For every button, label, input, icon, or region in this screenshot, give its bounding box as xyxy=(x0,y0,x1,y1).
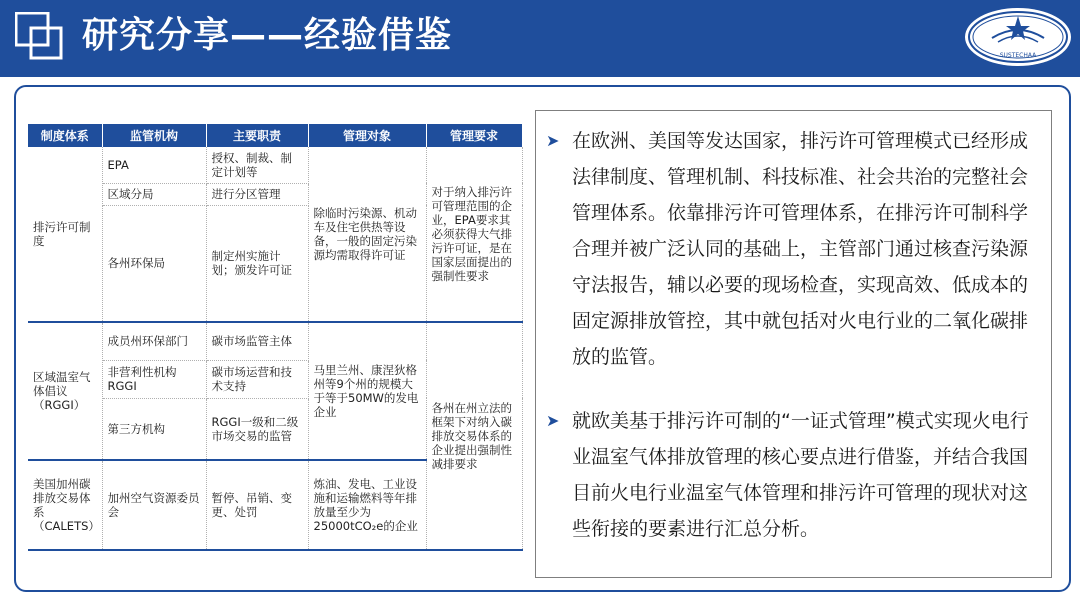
arrow-bullet-icon: ➤ xyxy=(546,411,560,430)
agency-cell: 加州空气资源委员会 xyxy=(102,460,206,550)
duty-cell: 碳市场监管主体 xyxy=(206,322,308,360)
bullet-text: 在欧洲、美国等发达国家，排污许可管理模式已经形成法律制度、管理机制、科技标准、社会共治的完整社会管理体系。依靠排污许可管理体系，在排污许可制科学合理并被广泛认同的基础上，主管部门通过核查污染源守法报告，辅以必要的现场检查，实现高效、低成本的固定源排放管控，其中就包括对火电行业的二氧化碳排放的监管。 xyxy=(572,130,1029,368)
system-cell: 美国加州碳排放交易体系（CALETS） xyxy=(28,460,102,550)
agency-cell: 区域分局 xyxy=(102,183,206,205)
object-cell: 炼油、发电、工业设施和运输燃料等年排放量至少为25000tCO₂e的企业 xyxy=(308,460,426,550)
column-header: 制度体系 xyxy=(28,124,102,147)
system-cell: 区域温室气体倡议（RGGI） xyxy=(28,322,102,460)
agency-cell: 成员州环保部门 xyxy=(102,322,206,360)
page-title: 研究分享——经验借鉴 xyxy=(82,15,453,56)
column-header: 管理要求 xyxy=(426,124,522,147)
agency-cell: 第三方机构 xyxy=(102,398,206,460)
squares-logo-icon xyxy=(15,12,63,60)
university-emblem-icon xyxy=(962,4,1074,70)
title-bar xyxy=(0,0,1080,77)
duty-cell: 碳市场运营和技术支持 xyxy=(206,360,308,398)
system-cell: 排污许可制度 xyxy=(28,147,102,322)
table-row xyxy=(28,322,522,360)
object-cell: 除临时污染源、机动车及住宅供热等设备，一般的固定污染源均需取得许可证 xyxy=(308,147,426,322)
arrow-bullet-icon: ➤ xyxy=(546,131,560,150)
bullet-paragraph xyxy=(546,403,1039,547)
duty-cell: 制定州实施计划；颁发许可证 xyxy=(206,205,308,322)
table-header-row xyxy=(28,124,522,147)
bullet-text: 就欧美基于排污许可制的“一证式管理”模式实现火电行业温室气体排放管理的核心要点进行借鉴，并结合我国目前火电行业温室气体管理和排污许可管理的现状对这些衔接的要素进行汇总分析。 xyxy=(572,410,1029,540)
svg-text:SUSTECHAA: SUSTECHAA xyxy=(999,52,1037,59)
object-cell: 马里兰州、康涅狄格州等9个州的规模大于等于50MW的发电企业 xyxy=(308,322,426,460)
duty-cell: RGGI一级和二级市场交易的监管 xyxy=(206,398,308,460)
column-header: 主要职责 xyxy=(206,124,308,147)
bullet-paragraph xyxy=(546,123,1039,375)
table-row xyxy=(28,147,522,183)
requirement-cell: 各州在州立法的框架下对纳入碳排放交易体系的企业提出强制性减排要求 xyxy=(426,322,522,550)
agency-cell: EPA xyxy=(102,147,206,183)
requirement-cell: 对于纳入排污许可管理范围的企业，EPA要求其必须获得大气排污许可证，是在国家层面提出的强制性要求 xyxy=(426,147,522,322)
duty-cell: 授权、制裁、制定计划等 xyxy=(206,147,308,183)
agency-cell: 各州环保局 xyxy=(102,205,206,322)
policy-comparison-table xyxy=(28,124,523,551)
agency-cell: 非营利性机构RGGI xyxy=(102,360,206,398)
summary-text-box xyxy=(535,110,1052,578)
duty-cell: 进行分区管理 xyxy=(206,183,308,205)
column-header: 管理对象 xyxy=(308,124,426,147)
duty-cell: 暂停、吊销、变更、处罚 xyxy=(206,460,308,550)
column-header: 监管机构 xyxy=(102,124,206,147)
